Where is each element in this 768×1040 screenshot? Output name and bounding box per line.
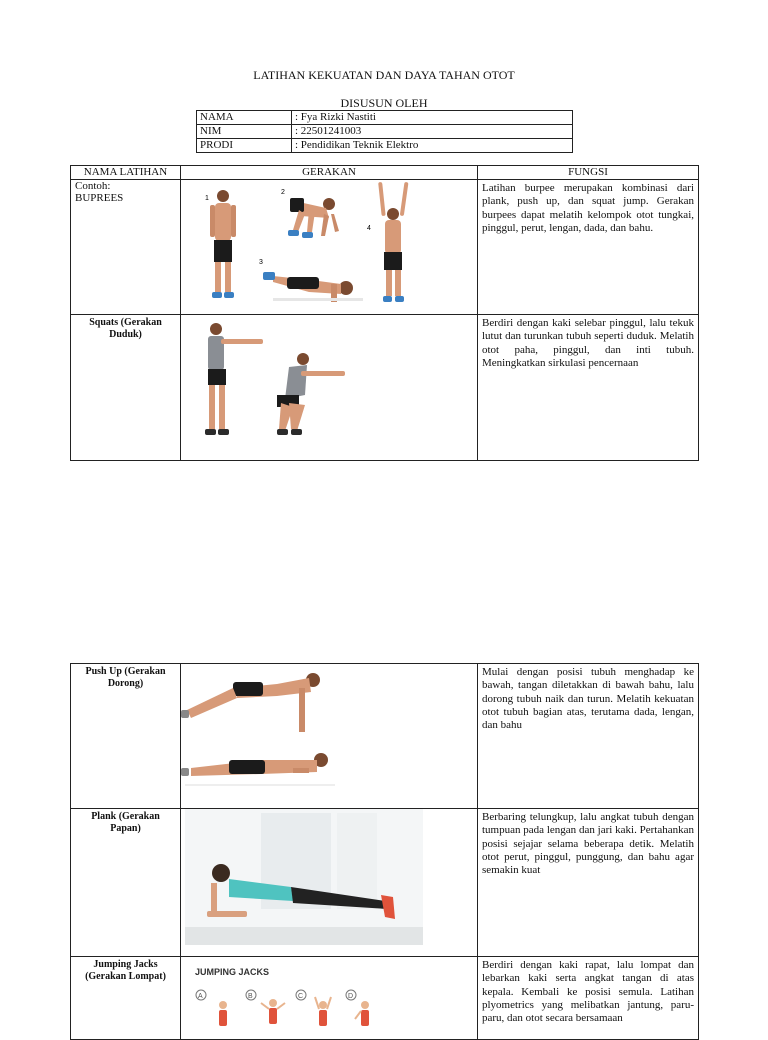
jumping-jacks-step-a bbox=[196, 990, 227, 1026]
info-row-prodi bbox=[197, 139, 573, 153]
exercise-name-cell bbox=[71, 180, 181, 315]
exercise-name-cell: Jumping Jacks (Gerakan Lompat) bbox=[71, 957, 181, 1040]
step-letter: C bbox=[298, 993, 304, 1000]
table-row bbox=[71, 180, 699, 315]
jumping-jacks-title: JUMPING JACKS bbox=[195, 967, 270, 977]
jumping-jacks-step-d bbox=[346, 990, 369, 1026]
exercise-name: BUPREES bbox=[75, 192, 124, 204]
exercise-function-cell: Latihan burpee merupakan kombinasi dari plank, push up, dan squat jump. Gerakan burpees dapat melatih kelompok otot tungkai, pinggul, perut, lengan, dada, dan bahu. bbox=[478, 180, 699, 315]
step-letter: A bbox=[198, 993, 203, 1000]
jumping-jacks-illustration bbox=[181, 957, 478, 1040]
exercise-function-cell: Berbaring telungkup, lalu angkat tubuh dengan tumpuan pada lengan dan jari kaki. Pertahankan posisi sejajar selama beberapa detik. Melatih otot perut, pinggul, punggung, dan bahu agar semakin kuat bbox=[478, 809, 699, 957]
document-title: LATIHAN KEKUATAN DAN DAYA TAHAN OTOT bbox=[253, 68, 515, 82]
exercise-name-cell: Push Up (Gerakan Dorong) bbox=[71, 664, 181, 809]
table-row bbox=[71, 809, 699, 957]
table-row bbox=[71, 664, 699, 809]
info-label: NAMA bbox=[197, 111, 292, 125]
example-prefix: Contoh: bbox=[75, 180, 111, 192]
burpee-step-label: 4 bbox=[367, 225, 371, 232]
burpee-figure-squat bbox=[288, 198, 339, 238]
exercise-function-cell: Mulai dengan posisi tubuh menghadap ke bawah, tangan diletakkan di bawah bahu, lalu dorong tubuh naik dan turun. Melatih kekuatan otot tubuh bagian atas, terutama dada, lengan, dan bahu bbox=[478, 664, 699, 809]
exercise-table-page1 bbox=[70, 165, 699, 461]
burpee-step-label: 3 bbox=[259, 259, 263, 266]
squat-illustration bbox=[181, 315, 478, 461]
exercise-function-cell: Berdiri dengan kaki selebar pinggul, lalu tekuk lutut dan turunkan tubuh seperti duduk. Melatih otot paha, pinggul, dan inti tubuh. Meningkatkan sirkulasi pencernaan bbox=[478, 315, 699, 461]
exercise-table-page2 bbox=[70, 663, 699, 1040]
exercise-function-cell: Berdiri dengan kaki rapat, lalu lompat dan lebarkan kaki serta angkat tangan di atas kepala. Kembali ke posisi semula. Latihan plyometrics yang melibatkan jantung, paru-paru, dan otot secara bersamaan bbox=[478, 957, 699, 1040]
table-row bbox=[71, 315, 699, 461]
column-header-gerakan: GERAKAN bbox=[181, 166, 478, 180]
info-label: PRODI bbox=[197, 139, 292, 153]
pushup-figure-down bbox=[181, 753, 335, 786]
column-header-fungsi: FUNGSI bbox=[478, 166, 699, 180]
burpee-figure-plank bbox=[263, 272, 363, 302]
info-value: : Pendidikan Teknik Elektro bbox=[292, 139, 573, 153]
plank-illustration bbox=[181, 809, 478, 957]
table-header-row bbox=[71, 166, 699, 180]
burpee-step-label: 1 bbox=[205, 195, 209, 202]
author-info-table bbox=[196, 110, 573, 153]
step-letter: B bbox=[248, 993, 253, 1000]
exercise-name-cell: Squats (Gerakan Duduk) bbox=[71, 315, 181, 461]
pushup-figure-up bbox=[181, 673, 320, 732]
burpee-illustration bbox=[181, 180, 478, 315]
table-row bbox=[71, 957, 699, 1040]
burpee-figure-jump bbox=[378, 182, 408, 302]
info-label: NIM bbox=[197, 125, 292, 139]
info-value: : 22501241003 bbox=[292, 125, 573, 139]
info-value: : Fya Rizki Nastiti bbox=[292, 111, 573, 125]
document-subtitle: DISUSUN OLEH bbox=[340, 96, 428, 110]
exercise-name-cell: Plank (Gerakan Papan) bbox=[71, 809, 181, 957]
jumping-jacks-step-b bbox=[246, 990, 285, 1024]
burpee-figure-standing bbox=[210, 190, 236, 298]
column-header-nama: NAMA LATIHAN bbox=[71, 166, 181, 180]
burpee-step-label: 2 bbox=[281, 189, 285, 196]
step-letter: D bbox=[348, 993, 354, 1000]
jumping-jacks-step-c bbox=[296, 990, 331, 1026]
info-row-nama bbox=[197, 111, 573, 125]
pushup-illustration bbox=[181, 664, 478, 809]
info-row-nim bbox=[197, 125, 573, 139]
